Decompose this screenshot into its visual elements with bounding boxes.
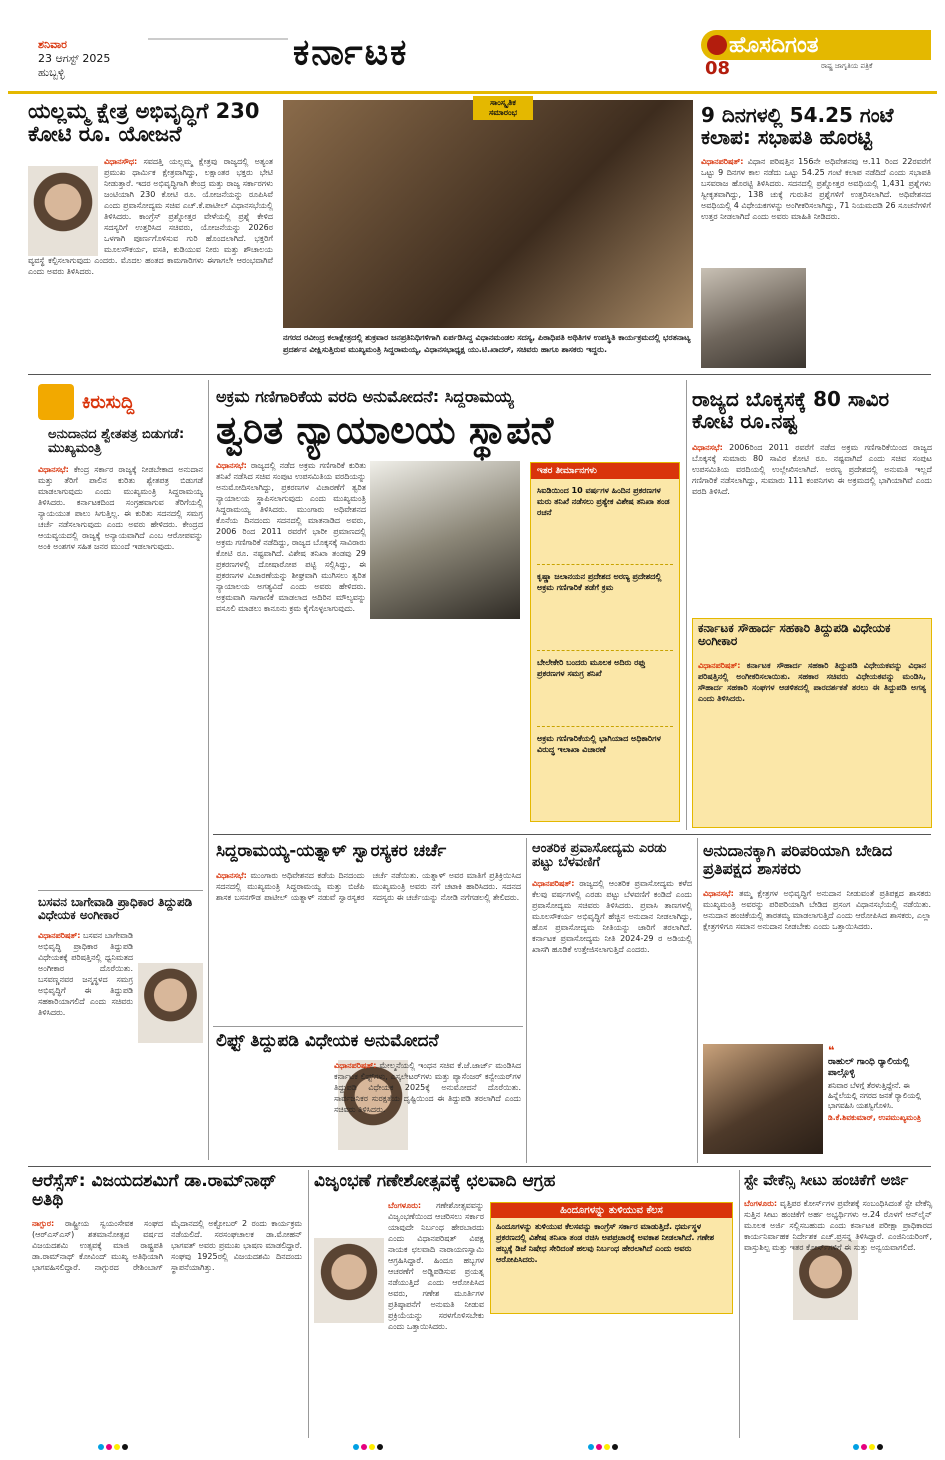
yallamma-dateline: ವಿಧಾನಸೌಧ: bbox=[104, 157, 138, 166]
lift-headline: ಲಿಫ್ಟ್ ತಿದ್ದುಪಡಿ ವಿಧೇಯಕ ಅನುಮೋದನೆ bbox=[216, 1031, 439, 1051]
lift-body: ಮೇಲ್ಮನೆಯಲ್ಲಿ ಇಂಧನ ಸಚಿವ ಕೆ.ಜೆ.ಜಾರ್ಜ್ ಮಂಡಿಸಿದ ಕರ್ನಾಟಕ ಲಿಫ್ಟ್‌ಗಳು, ಎಸ್ಕಲೇಟರ್‌ಗಳು ಮತ್ತು ಪ್ಯಾಸೆಂಜರ್ ಕನ್ವೇಯರ್‌ಗಳ ತಿದ್ದುಪಡಿ ವಿಧೇಯಕ 2025ಕ್ಕೆ ಅನುಮೋದನೆ ದೊರೆಯಿತು. ಸಾರ್ವಜನಿಕರ ಸುರಕ್ಷತೆಯ ದೃಷ್ಟಿಯಿಂದ ಈ ತಿದ್ದುಪಡಿ ತರಲಾಗಿದೆ ಎಂದು ಸಚಿವರು ತಿಳಿಸಿದರು. bbox=[334, 1061, 522, 1114]
cooperative-body: ಕರ್ನಾಟಕ ಸೌಹಾರ್ದ ಸಹಕಾರಿ ತಿದ್ದುಪಡಿ ವಿಧೇಯಕವನ್ನು ವಿಧಾನ ಪರಿಷತ್ತಿನಲ್ಲಿ ಅಂಗೀಕರಿಸಲಾಯಿತು. ಸಹಕಾರ ಸಚಿವರು ವಿಧೇಯಕವನ್ನು ಮಂಡಿಸಿ, ಸೌಹಾರ್ದ ಸಹಕಾರಿ ಸಂಘಗಳ ಆಡಳಿತದಲ್ಲಿ ಪಾರದರ್ಶಕತೆ ತರಲು ಈ ತಿದ್ದುಪಡಿ ಅಗತ್ಯ ಎಂದು ತಿಳಿಸಿದರು. bbox=[698, 661, 926, 703]
tourism-article bbox=[532, 878, 692, 1158]
black-dot bbox=[877, 1444, 883, 1450]
seat-dateline: ಬೆಂಗಳೂರು: bbox=[744, 1199, 778, 1208]
photo-tag: ಸಾಂಸ್ಕೃತಿಕ ಸಮಾರಂಭ bbox=[473, 96, 533, 120]
masthead-date-block bbox=[38, 38, 110, 80]
cyan-dot bbox=[98, 1444, 104, 1450]
decision-item: ಅಕ್ರಮ ಗಣಿಗಾರಿಕೆಯಲ್ಲಿ ಭಾಗಿಯಾದ ಅಧಿಕಾರಿಗಳ ವಿರುದ್ಧ ಇಲಾಖಾ ವಿಚಾರಣೆ bbox=[537, 734, 661, 754]
quote-mark-icon: ❝ bbox=[828, 1044, 835, 1057]
black-dot bbox=[122, 1444, 128, 1450]
yellow-dot bbox=[114, 1444, 120, 1450]
hand-icon bbox=[38, 384, 74, 420]
basavana-headline: ಬಸವನ ಬಾಗೇವಾಡಿ ಪ್ರಾಧಿಕಾರ ತಿದ್ದುಪಡಿ ವಿಧೇಯಕ ಅಂಗೀಕಾರ bbox=[38, 895, 193, 923]
photo-caption: ನಗರದ ರವೀಂದ್ರ ಕಲಾಕ್ಷೇತ್ರದಲ್ಲಿ ಶುಕ್ರವಾರ ಜನಪ್ರತಿನಿಧಿಗಳಿಗಾಗಿ ಏರ್ಪಡಿಸಿದ್ದ ವಿಧಾನಮಂಡಲ ಸದಸ್ಯ, ಪಿಠಾಧಿಪತಿ ಅಥಿತಿಗಳ ಉಪಸ್ಥಿತಿ ಕಾರ್ಯಕ್ರಮದಲ್ಲಿ ಭರತನಾಟ್ಯ ಪ್ರದರ್ಶನ ವೀಕ್ಷಿಸುತ್ತಿರುವ ಮುಖ್ಯಮಂತ್ರಿ ಸಿದ್ದರಾಮಯ್ಯ, ವಿಧಾನಸಭಾಧ್ಯಕ್ಷ ಯು.ಟಿ.ಖಾದರ್, ಸಚಿವರು ಹಾಗೂ ಶಾಸಕರು ಇದ್ದರು. bbox=[283, 333, 691, 354]
yellow-dot bbox=[869, 1444, 875, 1450]
fasttrack-kicker: ಅಕ್ರಮ ಗಣಿಗಾರಿಕೆಯ ವರದಿ ಅನುಮೋದನೆ: ಸಿದ್ದರಾಮಯ್ಯ bbox=[216, 387, 514, 406]
lamp-icon bbox=[707, 35, 727, 55]
magenta-dot bbox=[361, 1444, 367, 1450]
brand-name: ಹೊಸದಿಗಂತ bbox=[729, 33, 819, 58]
cyan-dot bbox=[588, 1444, 594, 1450]
column-rule-6 bbox=[739, 1170, 740, 1438]
siddu-yatnal-article bbox=[216, 870, 521, 1020]
yallamma-body: ಸವದತ್ತಿ ಯಲ್ಲಮ್ಮ ಕ್ಷೇತ್ರವು ರಾಜ್ಯದಲ್ಲಿ ಅತ್ಯಂತ ಪ್ರಮುಖ ಧಾರ್ಮಿಕ ಕ್ಷೇತ್ರವಾಗಿದ್ದು, ಲಕ್ಷಾಂತರ ಭಕ್ತರು ಭೇಟಿ ನೀಡುತ್ತಾರೆ. ಇದರ ಅಭಿವೃದ್ಧಿಗಾಗಿ ಕೇಂದ್ರ ಮತ್ತು ರಾಜ್ಯ ಸರ್ಕಾರಗಳು ಜಂಟಿಯಾಗಿ 230 ಕೋಟಿ ರೂ. ಯೋಜನೆಯನ್ನು ರೂಪಿಸಿವೆ ಎಂದು ಪ್ರವಾಸೋದ್ಯಮ ಸಚಿವ ಎಚ್.ಕೆ.ಪಾಟೀಲ್ ವಿಧಾನಸಭೆಯಲ್ಲಿ ತಿಳಿಸಿದರು. ಕಾಂಗ್ರೆಸ್ ಪ್ರಶ್ನೋತ್ತರ ವೇಳೆಯಲ್ಲಿ ಪ್ರಶ್ನೆ ಕೇಳಿದ ಸದಸ್ಯರಿಗೆ ಉತ್ತರಿಸಿದ ಸಚಿವರು, ಯೋಜನೆಯನ್ನು 2026ರ ಒಳಗಾಗಿ ಪೂರ್ಣಗೊಳಿಸುವ ಗುರಿ ಹೊಂದಲಾಗಿದೆ. ಭಕ್ತರಿಗೆ ಮೂಲಸೌಕರ್ಯ, ವಸತಿ, ಕುಡಿಯುವ ನೀರು ಮತ್ತು ಶೌಚಾಲಯ ವ್ಯವಸ್ಥೆ ಕಲ್ಪಿಸಲಾಗುವುದು ಎಂದರು. ಮೊದಲ ಹಂತದ ಕಾಮಗಾರಿಗಳು ಈಗಾಗಲೇ ಆರಂಭವಾಗಿವೆ ಎಂದು ಅವರು ತಿಳಿಸಿದರು. bbox=[28, 157, 273, 276]
dk-photo bbox=[703, 1044, 823, 1154]
hindu-box-body: ಹಿಂದೂಗಳನ್ನು ತುಳಿಯುವ ಕೆಲಸವನ್ನು ಕಾಂಗ್ರೆಸ್ ಸರ್ಕಾರ ಮಾಡುತ್ತಿದೆ. ಧರ್ಮಸ್ಥಳ ಪ್ರಕರಣದಲ್ಲಿ ವಿಶೇಷ ತನಿಖಾ ತಂಡ ರಚಿಸಿ ಅಪಪ್ರಚಾರಕ್ಕೆ ಅವಕಾಶ ನೀಡಲಾಗಿದೆ. ಗಣೇಶ ಹಬ್ಬಕ್ಕೆ ಡಿಜೆ ನಿಷೇಧ ಸೇರಿದಂತೆ ಹಲವು ನಿರ್ಬಂಧ ಹೇರಲಾಗಿದೆ ಎಂದು ಅವರು ಆರೋಪಿಸಿದರು. bbox=[496, 1222, 715, 1264]
brand-tagline: ರಾಷ್ಟ್ರ ಜಾಗೃತಿಯ ಪತ್ರಿಕೆ bbox=[821, 62, 873, 70]
cyan-dot bbox=[853, 1444, 859, 1450]
siddu-yatnal-dateline: ವಿಧಾನಸಭೆ: bbox=[216, 871, 247, 880]
yallamma-headline: ಯಲ್ಲಮ್ಮ ಕ್ಷೇತ್ರ ಅಭಿವೃದ್ಧಿಗೆ 230 ಕೋಟಿ ರೂ. ಯೋಜನೆ bbox=[28, 99, 260, 147]
treasury-body: 2006ರಿಂದ 2011 ರವರೆಗೆ ನಡೆದ ಅಕ್ರಮ ಗಣಿಗಾರಿಕೆಯಿಂದ ರಾಜ್ಯದ ಬೊಕ್ಕಸಕ್ಕೆ ಸುಮಾರು 80 ಸಾವಿರ ಕೋಟಿ ರೂ. ನಷ್ಟವಾಗಿದೆ ಎಂದು ಸಚಿವ ಸಂಪುಟ ಉಪಸಮಿತಿಯ ವರದಿಯಲ್ಲಿ ಉಲ್ಲೇಖಿಸಲಾಗಿದೆ. ಅರಣ್ಯ ಪ್ರದೇಶದಲ್ಲಿ ಅನುಮತಿ ಇಲ್ಲದೆ ಗಣಿಗಾರಿಕೆ ನಡೆಸಲಾಗಿದ್ದು, ಸುಮಾರು 111 ಕಂಪನಿಗಳು ಈ ಅಕ್ರಮದಲ್ಲಿ ಭಾಗಿಯಾಗಿವೆ ಎಂದು ವರದಿ ತಿಳಿಸಿದೆ. bbox=[692, 443, 933, 496]
rahul-quote-text: ಶನಿವಾರ ಬೆಳಗ್ಗೆ ತೆರಳುತ್ತಿದ್ದೇನೆ. ಈ ಹಿನ್ನೆಲೆಯಲ್ಲಿ ನಗರದ ಜನತೆ ರ‍್ಯಾಲಿಯಲ್ಲಿ ಭಾಗವಹಿಸಿ ಯಶಸ್ವಿಗೊಳಿಸಿ. bbox=[828, 1081, 922, 1110]
rahul-quote-block bbox=[828, 1044, 931, 1154]
tourism-headline: ಆಂತರಿಕ ಪ್ರವಾಸೋದ್ಯಮ ಎರಡು ಪಟ್ಟು ಬೆಳವಣಿಗೆ bbox=[532, 841, 667, 871]
divider-lift bbox=[213, 1026, 523, 1027]
siddu-yatnal-headline: ಸಿದ್ದರಾಮಯ್ಯ-ಯತ್ನಾಳ್ ಸ್ವಾರಸ್ಯಕರ ಚರ್ಚೆ bbox=[216, 841, 447, 861]
divider-1 bbox=[28, 374, 931, 375]
masthead-date: 23 ಆಗಸ್ಟ್ 2025 bbox=[38, 52, 111, 65]
tourism-dateline: ವಿಧಾನಪರಿಷತ್: bbox=[532, 879, 575, 888]
rss-body: ರಾಷ್ಟ್ರೀಯ ಸ್ವಯಂಸೇವಕ ಸಂಘದ (ಆರ್‌ಎಸ್‌ಎಸ್) ಶತಮಾನೋತ್ಸವ ವರ್ಷದ ವಿಜಯದಶಮಿ ಉತ್ಸವಕ್ಕೆ ಮಾಜಿ ರಾಷ್ಟ್ರಪತಿ ಡಾ.ರಾಮ್‌ನಾಥ್ ಕೋವಿಂದ್ ಮುಖ್ಯ ಅತಿಥಿಯಾಗಿ ಭಾಗವಹಿಸಲಿದ್ದಾರೆ. ನಾಗ್ಪುರದ ರೇಶಿಂಬಾಗ್ ಮೈದಾನದಲ್ಲಿ ಅಕ್ಟೋಬರ್ 2 ರಂದು ಕಾರ್ಯಕ್ರಮ ನಡೆಯಲಿದೆ. ಸರಸಂಘಚಾಲಕ ಡಾ.ಮೋಹನ್ ಭಾಗವತ್ ಅವರು ಪ್ರಮುಖ ಭಾಷಣ ಮಾಡಲಿದ್ದಾರೆ. ಸಂಘವು 1925ರಲ್ಲಿ ವಿಜಯದಶಮಿ ದಿನದಂದು ಸ್ಥಾಪನೆಯಾಗಿತ್ತು. bbox=[32, 1219, 302, 1272]
session-dateline: ವಿಧಾನಪರಿಷತ್: bbox=[701, 157, 744, 166]
masthead-divider bbox=[148, 38, 288, 40]
brand-logo bbox=[701, 30, 931, 80]
divider-3 bbox=[28, 1166, 931, 1167]
treasury-article bbox=[692, 442, 932, 612]
masthead-day: ಶನಿವಾರ bbox=[38, 38, 67, 51]
decision-item: ಸಿಐಡಿಯಿಂದ 10 ವರ್ಷಗಳ ಹಿಂದಿನ ಪ್ರಕರಣಗಳ ಮರು ತನಿಖೆ ನಡೆಸಲು ಪ್ರತ್ಯೇಕ ವಿಶೇಷ ತನಿಖಾ ತಂಡ ರಚನೆ bbox=[537, 485, 673, 565]
rss-headline: ಆರೆಸ್ಸೆಸ್: ವಿಜಯದಶಮಿಗೆ ಡಾ.ರಾಮ್‌ನಾಥ್ ಅತಿಥಿ bbox=[32, 1171, 277, 1210]
column-rule-2 bbox=[686, 380, 687, 830]
kirusuddi-headline: ಅನುದಾನದ ಶ್ವೇತಪತ್ರ ಬಿಡುಗಡೆ: ಮುಖ್ಯಮಂತ್ರಿ bbox=[48, 427, 185, 457]
ganesh-dateline: ಬೆಂಗಳೂರು: bbox=[388, 1201, 422, 1210]
kirusuddi-article bbox=[38, 464, 203, 884]
tourism-body: ರಾಜ್ಯದಲ್ಲಿ ಆಂತರಿಕ ಪ್ರವಾಸೋದ್ಯಮ ಕಳೆದ ಕೆಲವು ವರ್ಷಗಳಲ್ಲಿ ಎರಡು ಪಟ್ಟು ಬೆಳವಣಿಗೆ ಕಂಡಿದೆ ಎಂದು ಪ್ರವಾಸೋದ್ಯಮ ಸಚಿವರು ತಿಳಿಸಿದರು. ಪ್ರವಾಸಿ ತಾಣಗಳಲ್ಲಿ ಮೂಲಸೌಕರ್ಯ ಅಭಿವೃದ್ಧಿಗೆ ಹೆಚ್ಚಿನ ಅನುದಾನ ನೀಡಲಾಗಿದ್ದು, ಹೊಸ ಪ್ರವಾಸೋದ್ಯಮ ನೀತಿಯನ್ನು ಜಾರಿಗೆ ತರಲಾಗಿದೆ. ಕರ್ನಾಟಕ ಪ್ರವಾಸೋದ್ಯಮ ನೀತಿ 2024-29 ರ ಅಡಿಯಲ್ಲಿ ಖಾಸಗಿ ಹೂಡಿಕೆ ಉತ್ತೇಜಿಸಲಾಗುತ್ತಿದೆ ಎಂದರು. bbox=[532, 879, 692, 954]
magenta-dot bbox=[861, 1444, 867, 1450]
treasury-headline: ರಾಜ್ಯದ ಬೊಕ್ಕಸಕ್ಕೆ 80 ಸಾವಿರ ಕೋಟಿ ರೂ.ನಷ್ಟ bbox=[692, 387, 890, 433]
black-dot bbox=[612, 1444, 618, 1450]
other-decisions-title: ಇತರ ತೀರ್ಮಾನಗಳು bbox=[531, 463, 679, 479]
siddu-yatnal-body: ಮುಂಗಾರು ಅಧಿವೇಶನದ ಕಡೆಯ ದಿನದಂದು ಸದನದಲ್ಲಿ ಮುಖ್ಯಮಂತ್ರಿ ಸಿದ್ದರಾಮಯ್ಯ ಮತ್ತು ಬಿಜೆಪಿ ಶಾಸಕ ಬಸನಗೌಡ ಪಾಟೀಲ್ ಯತ್ನಾಳ್ ನಡುವೆ ಸ್ವಾರಸ್ಯಕರ ಚರ್ಚೆ ನಡೆಯಿತು. ಯತ್ನಾಳ್ ಅವರ ಮಾತಿಗೆ ಪ್ರತಿಕ್ರಿಯಿಸಿದ ಮುಖ್ಯಮಂತ್ರಿ ಅವರು ನಗೆ ಚಟಾಕಿ ಹಾರಿಸಿದರು. ಸದನದ ಸದಸ್ಯರು ಈ ಚರ್ಚೆಯನ್ನು ನೋಡಿ ನಗೆಗಡಲಲ್ಲಿ ತೇಲಿದರು. bbox=[216, 871, 521, 902]
seat-article bbox=[744, 1198, 932, 1436]
ganesh-article bbox=[314, 1200, 484, 1436]
other-decisions-box bbox=[530, 462, 680, 822]
yallamma-article bbox=[28, 156, 273, 366]
fasttrack-body: ರಾಜ್ಯದಲ್ಲಿ ನಡೆದ ಅಕ್ರಮ ಗಣಿಗಾರಿಕೆ ಕುರಿತು ತನಿಖೆ ನಡೆಸಿದ ಸಚಿವ ಸಂಪುಟ ಉಪಸಮಿತಿಯ ವರದಿಯನ್ನು ಅನುಮೋದಿಸಲಾಗಿದ್ದು, ಪ್ರಕರಣಗಳ ವಿಚಾರಣೆಗೆ ತ್ವರಿತ ನ್ಯಾಯಾಲಯ ಸ್ಥಾಪಿಸಲಾಗುವುದು ಎಂದು ಮುಖ್ಯಮಂತ್ರಿ ಸಿದ್ದರಾಮಯ್ಯ ತಿಳಿಸಿದರು. ಮುಂಗಾರು ಅಧಿವೇಶನದ ಕೊನೆಯ ದಿನದಂದು ಸದನದಲ್ಲಿ ಮಾತನಾಡಿದ ಅವರು, 2006 ರಿಂದ 2011 ರವರೆಗೆ ಭಾರೀ ಪ್ರಮಾಣದಲ್ಲಿ ಅಕ್ರಮ ಗಣಿಗಾರಿಕೆ ನಡೆದಿದ್ದು, ರಾಜ್ಯದ ಬೊಕ್ಕಸಕ್ಕೆ ಸಾವಿರಾರು ಕೋಟಿ ರೂ. ನಷ್ಟವಾಗಿದೆ. ವಿಶೇಷ ತನಿಖಾ ತಂಡವು 29 ಪ್ರಕರಣಗಳಲ್ಲಿ ದೋಷಾರೋಪ ಪಟ್ಟಿ ಸಲ್ಲಿಸಿದ್ದು, ಈ ಪ್ರಕರಣಗಳ ವಿಚಾರಣೆಯನ್ನು ಶೀಘ್ರವಾಗಿ ಮುಗಿಸಲು ತ್ವರಿತ ನ್ಯಾಯಾಲಯ ಅಗತ್ಯವಿದೆ ಎಂದು ಅವರು ಹೇಳಿದರು. ಅಕ್ರಮವಾಗಿ ಸಾಗಾಣಿಕೆ ಮಾಡಲಾದ ಅದಿರಿನ ಮೌಲ್ಯವನ್ನು ವಸೂಲಿ ಮಾಡಲು ಕಾನೂನು ಕ್ರಮ ಕೈಗೊಳ್ಳಲಾಗುವುದು. bbox=[216, 461, 366, 613]
ganesh-body: ಗಣೇಶೋತ್ಸವವನ್ನು ವಿಜೃಂಭಣೆಯಿಂದ ಆಚರಿಸಲು ಸರ್ಕಾರ ಯಾವುದೇ ನಿರ್ಬಂಧ ಹೇರಬಾರದು ಎಂದು ವಿಧಾನಪರಿಷತ್ ವಿಪಕ್ಷ ನಾಯಕ ಛಲವಾದಿ ನಾರಾಯಣಸ್ವಾಮಿ ಆಗ್ರಹಿಸಿದ್ದಾರೆ. ಹಿಂದೂ ಹಬ್ಬಗಳ ಆಚರಣೆಗೆ ಅಡ್ಡಿಪಡಿಸುವ ಪ್ರಯತ್ನ ನಡೆಯುತ್ತಿದೆ ಎಂದು ಆರೋಪಿಸಿದ ಅವರು, ಗಣೇಶ ಮೂರ್ತಿಗಳ ಪ್ರತಿಷ್ಠಾಪನೆಗೆ ಅನುಮತಿ ನೀಡುವ ಪ್ರಕ್ರಿಯೆಯನ್ನು ಸರಳಗೊಳಿಸಬೇಕು ಎಂದು ಒತ್ತಾಯಿಸಿದರು. bbox=[388, 1201, 484, 1331]
decision-item: ಬೇಲೇಕೇರಿ ಬಂದರು ಮೂಲಕ ಅದಿರು ರಫ್ತು ಪ್ರಕರಣಗಳ ಸಮಗ್ರ ತನಿಖೆ bbox=[537, 657, 673, 727]
divider-2 bbox=[213, 834, 931, 835]
newspaper-page bbox=[8, 8, 937, 1452]
treasury-dateline: ವಿಧಾನಸಭೆ: bbox=[692, 443, 723, 452]
yellow-dot bbox=[604, 1444, 610, 1450]
hindu-box-title: ಹಿಂದೂಗಳನ್ನು ತುಳಿಯುವ ಕೆಲಸ bbox=[491, 1203, 732, 1218]
column-rule-5 bbox=[308, 1170, 309, 1438]
divider-kiru bbox=[38, 890, 203, 891]
cooperative-dateline: ವಿಧಾನಪರಿಷತ್: bbox=[698, 661, 741, 670]
magenta-dot bbox=[596, 1444, 602, 1450]
seat-body: ವೃತ್ತಿಪರ ಕೋರ್ಸ್‌ಗಳ ಪ್ರವೇಶಕ್ಕೆ ಸಂಬಂಧಿಸಿದಂತೆ ಸ್ಟೇ ವೇಕೆನ್ಸಿ ಸುತ್ತಿನ ಸೀಟು ಹಂಚಿಕೆಗೆ ಅರ್ಹ ಅಭ್ಯರ್ಥಿಗಳು ಆ.24 ರೊಳಗೆ ಆನ್‌ಲೈನ್ ಮೂಲಕ ಅರ್ಜಿ ಸಲ್ಲಿಸಬಹುದು ಎಂದು ಕರ್ನಾಟಕ ಪರೀಕ್ಷಾ ಪ್ರಾಧಿಕಾರದ ಕಾರ್ಯನಿರ್ವಾಹಕ ನಿರ್ದೇಶಕ ಎಚ್.ಪ್ರಸನ್ನ ತಿಳಿಸಿದ್ದಾರೆ. ಎಂಜಿನಿಯರಿಂಗ್, ವಾಸ್ತುಶಿಲ್ಪ ಮತ್ತು ಇತರ ಕೋರ್ಸ್‌ಗಳಿಗೆ ಈ ಸುತ್ತು ಅನ್ವಯವಾಗಲಿದೆ. bbox=[744, 1199, 932, 1252]
rss-article bbox=[32, 1218, 302, 1436]
section-title: ಕರ್ನಾಟಕ bbox=[293, 32, 409, 73]
page-number: 08 bbox=[705, 58, 731, 79]
registration-marks bbox=[588, 1442, 620, 1453]
cooperative-article bbox=[698, 660, 926, 820]
cooperative-headline: ಕರ್ನಾಟಕ ಸೌಹಾರ್ದ ಸಹಕಾರಿ ತಿದ್ದುಪಡಿ ವಿಧೇಯಕ ಅಂಗೀಕಾರ bbox=[698, 621, 891, 649]
registration-marks bbox=[98, 1442, 130, 1453]
rahul-quote-attribution: ಡಿ.ಕೆ.ಶಿವಕುಮಾರ್, ಉಪಮುಖ್ಯಮಂತ್ರಿ bbox=[828, 1113, 921, 1122]
hindu-box bbox=[490, 1202, 733, 1314]
basavana-body: ಬಸವನ ಬಾಗೇವಾಡಿ ಅಭಿವೃದ್ಧಿ ಪ್ರಾಧಿಕಾರ ತಿದ್ದುಪಡಿ ವಿಧೇಯಕಕ್ಕೆ ಪರಿಷತ್ತಿನಲ್ಲಿ ಧ್ವನಿಮತದ ಅಂಗೀಕಾರ ದೊರೆಯಿತು. ಬಸವಣ್ಣನವರ ಜನ್ಮಸ್ಥಳದ ಸಮಗ್ರ ಅಭಿವೃದ್ಧಿಗೆ ಈ ತಿದ್ದುಪಡಿ ಸಹಕಾರಿಯಾಗಲಿದೆ ಎಂದು ಸಚಿವರು ತಿಳಿಸಿದರು. bbox=[38, 931, 134, 1017]
ganesh-headline: ವಿಜೃಂಭಣೆ ಗಣೇಶೋತ್ಸವಕ್ಕೆ ಛಲವಾದಿ ಆಗ್ರಹ bbox=[314, 1171, 556, 1191]
opposition-dateline: ವಿಧಾನಸಭೆ: bbox=[703, 889, 734, 898]
registration-marks bbox=[353, 1442, 385, 1453]
fasttrack-dateline: ವಿಧಾನಸಭೆ: bbox=[216, 461, 247, 470]
column-rule-3 bbox=[526, 838, 527, 1163]
fasttrack-article bbox=[216, 460, 526, 840]
opposition-headline: ಅನುದಾನಕ್ಕಾಗಿ ಪರಿಪರಿಯಾಗಿ ಬೇಡಿದ ಪ್ರತಿಪಕ್ಷದ ಶಾಸಕರು bbox=[703, 841, 893, 878]
opposition-article bbox=[703, 888, 931, 1038]
rss-dateline: ನಾಗ್ಪುರ: bbox=[32, 1219, 55, 1228]
column-rule-1 bbox=[208, 380, 209, 1160]
lift-article bbox=[216, 1060, 521, 1160]
fasttrack-headline: ತ್ವರಿತ ನ್ಯಾಯಾಲಯ ಸ್ಥಾಪನೆ bbox=[216, 408, 554, 452]
session-article bbox=[701, 156, 931, 366]
lift-dateline: ವಿಧಾನಪರಿಷತ್: bbox=[334, 1061, 377, 1070]
column-rule-4 bbox=[697, 838, 698, 1163]
kirusuddi-label: ಕಿರುಸುದ್ದಿ bbox=[82, 392, 135, 413]
masthead bbox=[8, 8, 937, 94]
kirusuddi-body: ಕೇಂದ್ರ ಸರ್ಕಾರ ರಾಜ್ಯಕ್ಕೆ ನೀಡಬೇಕಾದ ಅನುದಾನ ಮತ್ತು ತೆರಿಗೆ ಪಾಲಿನ ಕುರಿತು ಶ್ವೇತಪತ್ರ ಬಿಡುಗಡೆ ಮಾಡಲಾಗುವುದು ಎಂದು ಮುಖ್ಯಮಂತ್ರಿ ಸಿದ್ದರಾಮಯ್ಯ ತಿಳಿಸಿದರು. ಕರ್ನಾಟಕದಿಂದ ಸಂಗ್ರಹವಾಗುವ ತೆರಿಗೆಯಲ್ಲಿ ನ್ಯಾಯಯುತ ಪಾಲು ಸಿಗುತ್ತಿಲ್ಲ. ಈ ಕುರಿತು ಸದನದಲ್ಲಿ ಸಮಗ್ರ ಚರ್ಚೆ ನಡೆಸಲಾಗುವುದು ಎಂದು ಅವರು ಹೇಳಿದರು. ಕೇಂದ್ರದ ಆಯವ್ಯಯದಲ್ಲಿ ರಾಜ್ಯಕ್ಕೆ ಅನ್ಯಾಯವಾಗಿದೆ ಎಂಬ ಆರೋಪವನ್ನು ಅಂಕಿ ಅಂಶಗಳ ಸಹಿತ ಜನರ ಮುಂದೆ ಇಡಲಾಗುವುದು. bbox=[38, 465, 203, 551]
black-dot bbox=[377, 1444, 383, 1450]
registration-marks bbox=[853, 1442, 885, 1453]
session-headline: 9 ದಿನಗಳಲ್ಲಿ 54.25 ಗಂಟೆ ಕಲಾಪ: ಸಭಾಪತಿ ಹೊರಟ್ಟಿ bbox=[701, 103, 894, 149]
cyan-dot bbox=[353, 1444, 359, 1450]
opposition-body: ತಮ್ಮ ಕ್ಷೇತ್ರಗಳ ಅಭಿವೃದ್ಧಿಗೆ ಅನುದಾನ ನೀಡುವಂತೆ ಪ್ರತಿಪಕ್ಷದ ಶಾಸಕರು ಮುಖ್ಯಮಂತ್ರಿ ಅವರನ್ನು ಪರಿಪರಿಯಾಗಿ ಬೇಡಿದ ಪ್ರಸಂಗ ವಿಧಾನಸಭೆಯಲ್ಲಿ ನಡೆಯಿತು. ಅನುದಾನ ಹಂಚಿಕೆಯಲ್ಲಿ ತಾರತಮ್ಯ ಮಾಡಲಾಗುತ್ತಿದೆ ಎಂದು ಆರೋಪಿಸಿದ ಶಾಸಕರು, ಎಲ್ಲಾ ಕ್ಷೇತ್ರಗಳಿಗೂ ಸಮಾನ ಅನುದಾನ ನೀಡಬೇಕು ಎಂದು ಒತ್ತಾಯಿಸಿದರು. bbox=[703, 889, 931, 931]
basavana-dateline: ವಿಧಾನಪರಿಷತ್: bbox=[38, 931, 81, 940]
kirusuddi-dateline: ವಿಧಾನಸಭೆ: bbox=[38, 465, 69, 474]
decision-item: ಕೃಷ್ಣಾ ಜಲಾನಯನ ಪ್ರದೇಶದ ಅರಣ್ಯ ಪ್ರದೇಶದಲ್ಲಿ ಅಕ್ರಮ ಗಣಿಗಾರಿಕೆ ತಡೆಗೆ ಕ್ರಮ bbox=[537, 571, 673, 651]
seat-headline: ಸ್ಟೇ ವೇಕೆನ್ಸಿ ಸೀಟು ಹಂಚಿಕೆಗೆ ಅರ್ಜಿ bbox=[744, 1171, 909, 1189]
yellow-dot bbox=[369, 1444, 375, 1450]
session-body: ವಿಧಾನ ಪರಿಷತ್ತಿನ 156ನೇ ಅಧಿವೇಶನವು ಆ.11 ರಿಂದ 22ರವರೆಗೆ ಒಟ್ಟು 9 ದಿನಗಳ ಕಾಲ ನಡೆದು ಒಟ್ಟು 54.25 ಗಂಟೆ ಕಲಾಪ ನಡೆದಿದೆ ಎಂದು ಸಭಾಪತಿ ಬಸವರಾಜ ಹೊರಟ್ಟಿ ತಿಳಿಸಿದರು. ಸದನದಲ್ಲಿ ಪ್ರಶ್ನೋತ್ತರ ಅವಧಿಯಲ್ಲಿ 1,431 ಪ್ರಶ್ನೆಗಳು ಸ್ವೀಕೃತವಾಗಿದ್ದು, 138 ಚುಕ್ಕೆ ಗುರುತಿನ ಪ್ರಶ್ನೆಗಳಿಗೆ ಉತ್ತರಿಸಲಾಗಿದೆ. ಅಧಿವೇಶನದ ಅವಧಿಯಲ್ಲಿ 4 ವಿಧೇಯಕಗಳನ್ನು ಅಂಗೀಕರಿಸಲಾಗಿದ್ದು, 71 ನಿಯಮದಡಿ 26 ಸೂಚನೆಗಳಿಗೆ ಉತ್ತರ ನೀಡಲಾಗಿದೆ ಎಂದು ಅವರು ಮಾಹಿತಿ ನೀಡಿದರು. bbox=[701, 157, 931, 221]
magenta-dot bbox=[106, 1444, 112, 1450]
rahul-quote-lead: ರಾಹುಲ್ ಗಾಂಧಿ ರ‍್ಯಾಲಿಯಲ್ಲಿ ಪಾಲ್ಗೊಳ್ಳಿ bbox=[828, 1057, 910, 1078]
masthead-city: ಹುಬ್ಬಳ್ಳಿ bbox=[38, 66, 65, 79]
basavana-article bbox=[38, 930, 203, 1155]
kirusuddi-label-block bbox=[38, 384, 198, 420]
assembly-event-photo bbox=[283, 100, 693, 328]
